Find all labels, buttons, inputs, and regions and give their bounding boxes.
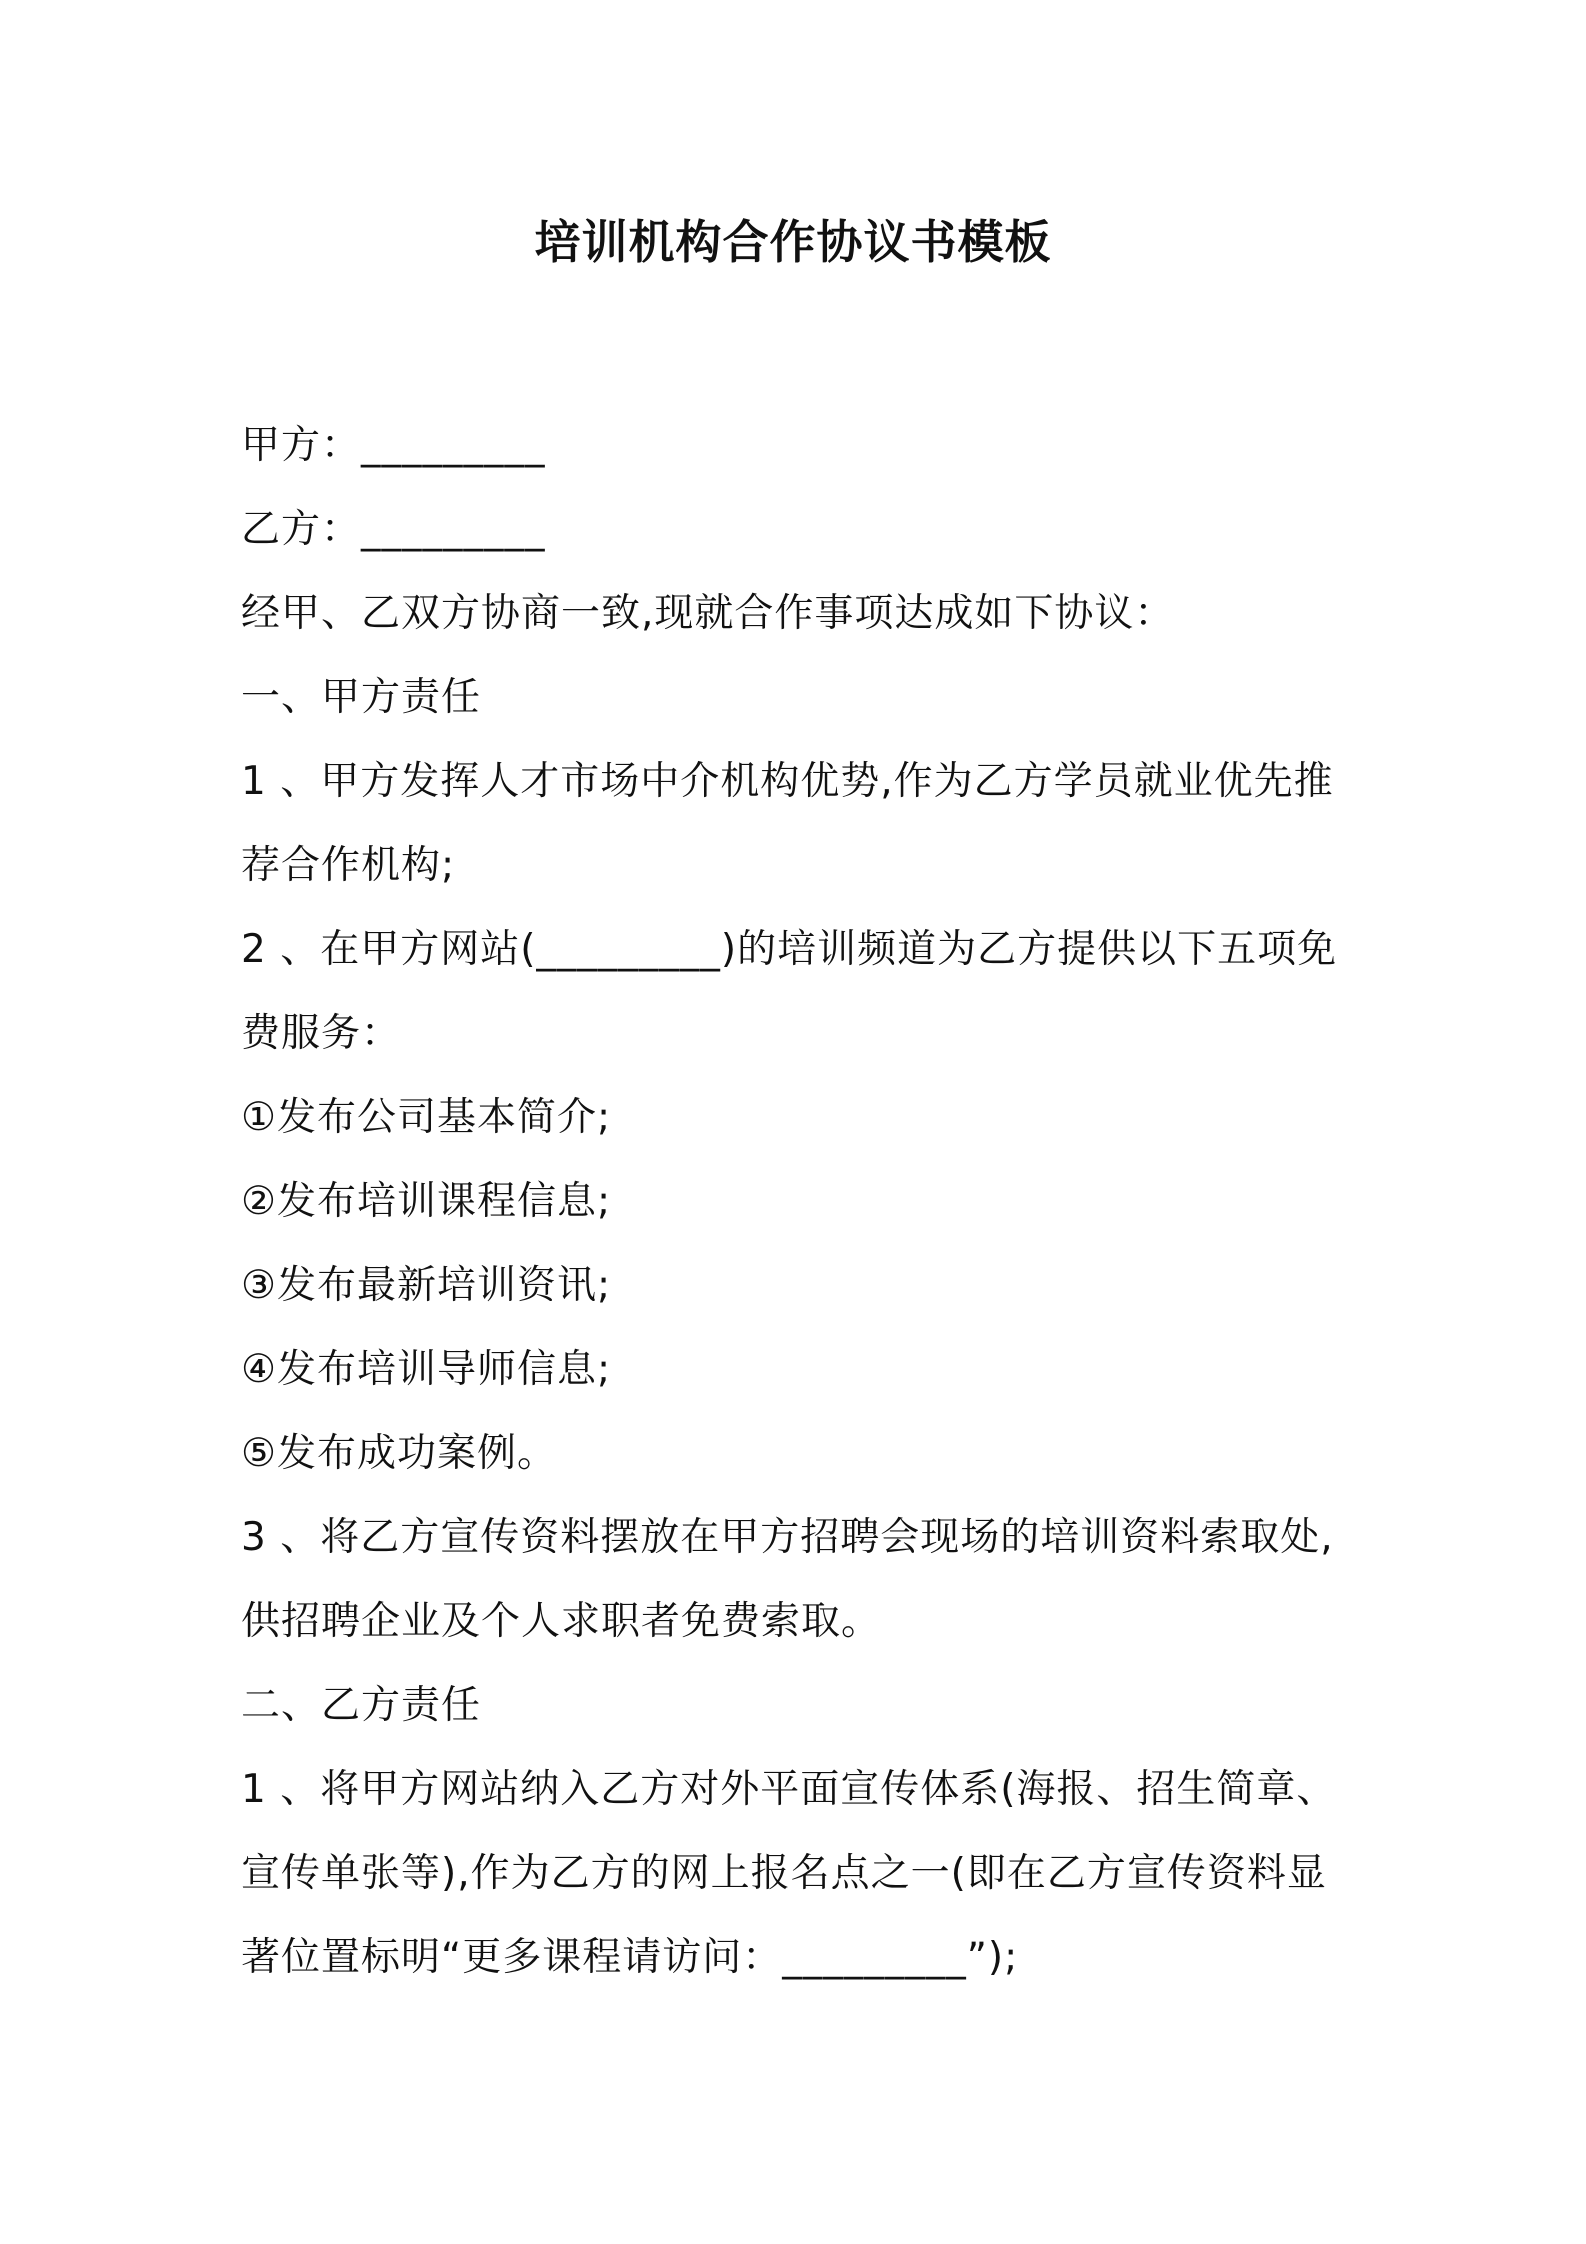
party-a-line: 甲方：_________ — [241, 423, 546, 468]
clause-a3-line1: 3 、将乙方宣传资料摆放在甲方招聘会现场的培训资料索取处, — [241, 1515, 1334, 1560]
document-title: 培训机构合作协议书模板 — [534, 215, 1052, 269]
agreement-intro: 经甲、乙双方协商一致,现就合作事项达成如下协议： — [241, 591, 1175, 636]
clause-b1-line1: 1 、将甲方网站纳入乙方对外平面宣传体系(海报、招生简章、 — [241, 1767, 1337, 1812]
service-item-1: ①发布公司基本简介; — [241, 1095, 612, 1140]
service-item-3: ③发布最新培训资讯; — [241, 1263, 612, 1308]
clause-a2-line2: 费服务： — [241, 1011, 402, 1056]
section-heading-party-a: 一、甲方责任 — [241, 675, 482, 720]
clause-a1-line2: 荐合作机构; — [241, 843, 456, 888]
service-item-5: ⑤发布成功案例。 — [241, 1431, 557, 1476]
service-item-2: ②发布培训课程信息; — [241, 1179, 612, 1224]
party-b-line: 乙方：_________ — [241, 507, 546, 552]
clause-a1-line1: 1 、甲方发挥人才市场中介机构优势,作为乙方学员就业优先推 — [241, 759, 1334, 804]
clause-b1-line2: 宣传单张等),作为乙方的网上报名点之一(即在乙方宣传资料显 — [241, 1851, 1327, 1896]
service-item-4: ④发布培训导师信息; — [241, 1347, 612, 1392]
section-heading-party-b: 二、乙方责任 — [241, 1683, 482, 1728]
clause-b1-line3: 著位置标明“更多课程请访问：_________”); — [241, 1935, 1019, 1980]
clause-a2-line1: 2 、在甲方网站(_________)的培训频道为乙方提供以下五项免 — [241, 927, 1338, 972]
clause-a3-line2: 供招聘企业及个人求职者免费索取。 — [241, 1599, 882, 1644]
document-body — [241, 404, 1361, 2000]
